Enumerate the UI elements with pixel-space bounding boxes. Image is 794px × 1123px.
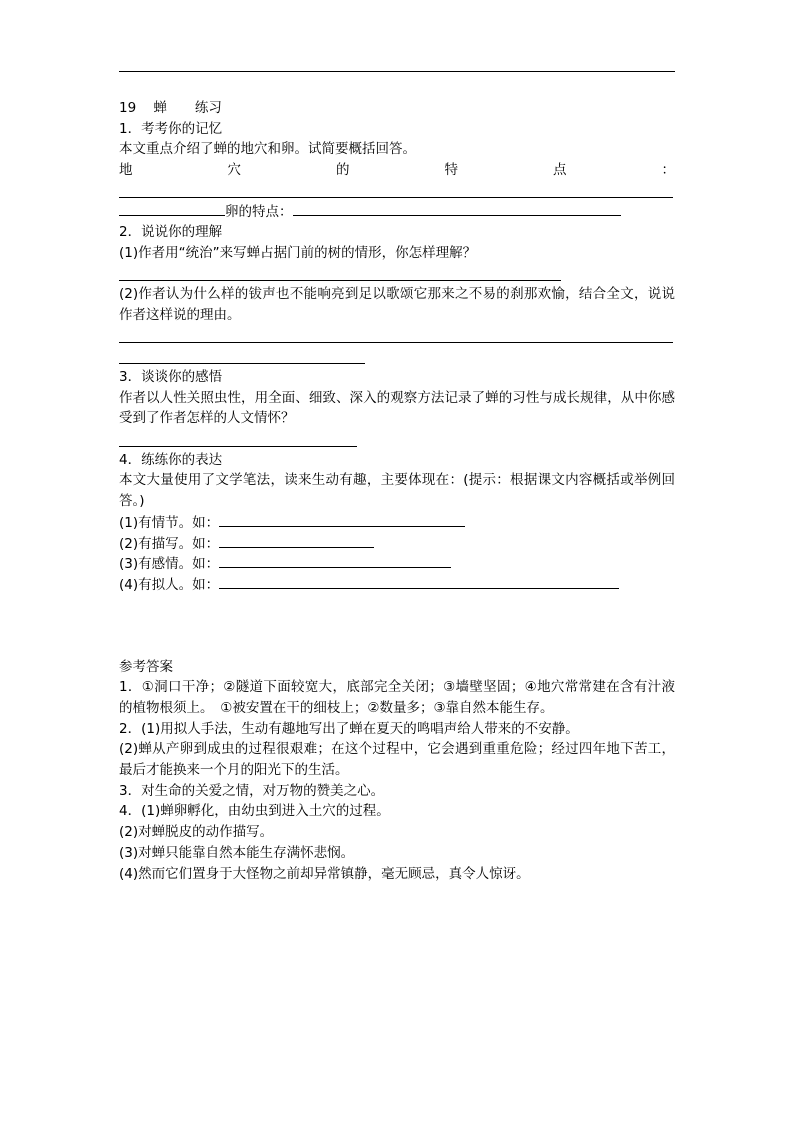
q4-answer-blank[interactable] xyxy=(219,574,619,589)
q1-egg-answer-blank[interactable] xyxy=(293,201,621,216)
q3-prompt: 作者以人性关照虫性，用全面、细致、深入的观察方法记录了蝉的习性与成长规律，从中你感受到了作者怎样的人文情怀？ xyxy=(119,389,675,427)
q1-burrow-char: 的 xyxy=(336,162,350,179)
answer-2-1: 2．(1)用拟人手法，生动有趣地写出了蝉在夏天的鸣唱声给人带来的不安静。 xyxy=(119,720,579,737)
q1-egg-label: 卵的特点： xyxy=(225,204,293,221)
q4-prompt: 本文大量使用了文学笔法，读来生动有趣，主要体现在：(提示：根据课文内容概括或举例回答。) xyxy=(119,472,675,510)
q1-prompt: 本文重点介绍了蝉的地穴和卵。试简要概括回答。 xyxy=(119,141,416,158)
q2-sub1-answer-line[interactable] xyxy=(119,264,675,285)
q1-heading: 1．考考你的记忆 xyxy=(119,120,223,137)
q1-burrow-answer-line[interactable] xyxy=(119,181,675,202)
q2-sub2-answer-line[interactable] xyxy=(119,326,675,347)
answer-4-2: (2)对蝉脱皮的动作描写。 xyxy=(119,824,274,841)
lesson-subtitle: 练习 xyxy=(194,100,222,116)
q4-item-label: (3)有感情。如： xyxy=(119,556,220,573)
lesson-title xyxy=(119,98,675,119)
q4-item xyxy=(119,553,675,574)
q1-burrow-char: 特 xyxy=(444,162,458,179)
q1-egg-row xyxy=(119,201,675,222)
q4-item-label: (1)有情节。如： xyxy=(119,514,220,531)
header-rule xyxy=(119,71,675,72)
answer-4-1: 4．(1)蝉卵孵化，由幼虫到进入土穴的过程。 xyxy=(119,803,390,820)
q4-answer-blank[interactable] xyxy=(219,553,451,568)
answer-3: 3．对生命的关爱之情，对万物的赞美之心。 xyxy=(119,782,385,799)
worksheet-content xyxy=(119,98,675,884)
q1-burrow-char: 穴 xyxy=(227,162,241,179)
q4-item-label: (2)有描写。如： xyxy=(119,535,220,552)
answer-2-2: (2)蝉从产卵到成虫的过程很艰难；在这个过程中，它会遇到重重危险；经过四年地下苦工，最后才能换来一个月的阳光下的生活。 xyxy=(119,741,675,779)
q4-answer-blank[interactable] xyxy=(219,512,465,527)
q4-item xyxy=(119,533,675,554)
answer-1: 1．①洞口干净；②隧道下面较宽大，底部完全关闭；③墙壁坚固；④地穴常常建在含有汁液的植物根须上。 ①被安置在干的细枝上；②数量多；③靠自然本能生存。 xyxy=(119,679,675,716)
q1-burrow-label xyxy=(119,160,675,181)
lesson-name: 蝉 xyxy=(153,100,167,116)
q3-heading: 3．谈谈你的感悟 xyxy=(119,368,223,385)
q4-item xyxy=(119,512,675,533)
lesson-number: 19 xyxy=(119,100,137,116)
q2-sub1: (1)作者用“统治”来写蝉占据门前的树的情形，你怎样理解？ xyxy=(119,244,477,261)
q2-heading: 2．说说你的理解 xyxy=(119,224,223,241)
q4-heading: 4．练练你的表达 xyxy=(119,451,223,468)
q4-item xyxy=(119,574,675,595)
answer-4-4: (4)然而它们置身于大怪物之前却异常镇静，毫无顾忌，真令人惊讶。 xyxy=(119,865,530,882)
q4-answer-blank[interactable] xyxy=(219,533,374,548)
q4-item-label: (4)有拟人。如： xyxy=(119,576,220,593)
q1-burrow-char: 地 xyxy=(119,162,133,179)
q1-burrow-char: 点 xyxy=(553,162,567,179)
q2-sub2: (2)作者认为什么样的钹声也不能响亮到足以歌颂它那来之不易的刹那欢愉，结合全文，说说作者这样说的理由。 xyxy=(119,286,675,323)
q3-answer-line[interactable] xyxy=(119,429,675,450)
q1-answer-blank[interactable] xyxy=(119,201,225,216)
answer-4-3: (3)对蝉只能靠自然本能生存满怀悲悯。 xyxy=(119,844,355,861)
q1-burrow-char: ： xyxy=(661,162,675,179)
q2-sub2-answer-line[interactable] xyxy=(119,346,675,367)
answers-heading: 参考答案 xyxy=(119,658,173,675)
